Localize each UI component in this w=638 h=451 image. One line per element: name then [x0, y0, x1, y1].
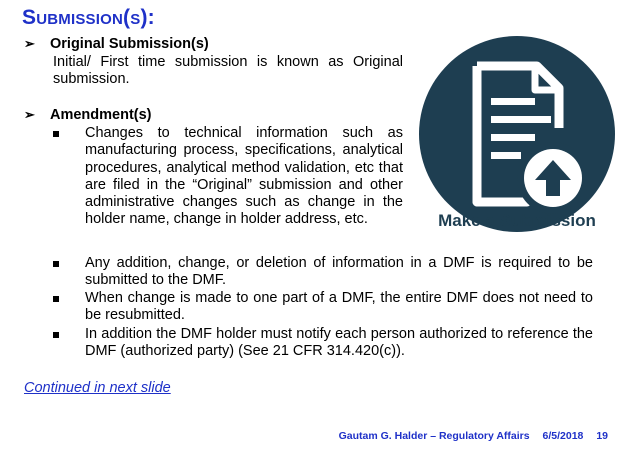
- square-bullet-icon: [53, 261, 59, 267]
- slide-footer: [329, 430, 608, 442]
- footer-date: 6/5/2018: [542, 430, 584, 442]
- amendment-item: Any addition, change, or deletion of information in a DMF is required to be submitted to the DMF.: [53, 255, 593, 290]
- square-bullet-icon: [53, 131, 59, 137]
- document-upload-icon: [419, 36, 615, 232]
- amendment-heading: [24, 107, 152, 123]
- amendment-item: In addition the DMF holder must notify each person authorized to reference the DMF (authorized party) (See 21 CFR 314.420(c)).: [53, 326, 593, 361]
- original-description: Initial/ First time submission is known as Original submission.: [53, 54, 403, 87]
- arrow-bullet-icon: ➢: [24, 36, 35, 51]
- footer-page-number: 19: [596, 430, 608, 442]
- original-heading: [24, 36, 209, 52]
- original-heading-text: Original Submission(s): [50, 36, 209, 52]
- arrow-bullet-icon: ➢: [24, 107, 35, 122]
- amendment-item: When change is made to one part of a DMF, the entire DMF does not need to be resubmitted.: [53, 290, 593, 325]
- square-bullet-icon: [53, 296, 59, 302]
- amendment-item: Changes to technical information such as manufacturing process, specifications, analytical procedures, analytical method validation, etc that are filed in the “Original” submission and other administrative changes such as change in the holder name, change in holder address, etc.: [53, 125, 403, 229]
- amendment-heading-text: Amendment(s): [50, 107, 152, 123]
- footer-author: Gautam G. Halder – Regulatory Affairs: [338, 430, 530, 442]
- continued-link[interactable]: Continued in next slide: [24, 380, 171, 396]
- square-bullet-icon: [53, 332, 59, 338]
- slide-title: SUBMISSION(S):: [22, 6, 155, 29]
- illustration-caption: Make a Submission: [438, 211, 596, 230]
